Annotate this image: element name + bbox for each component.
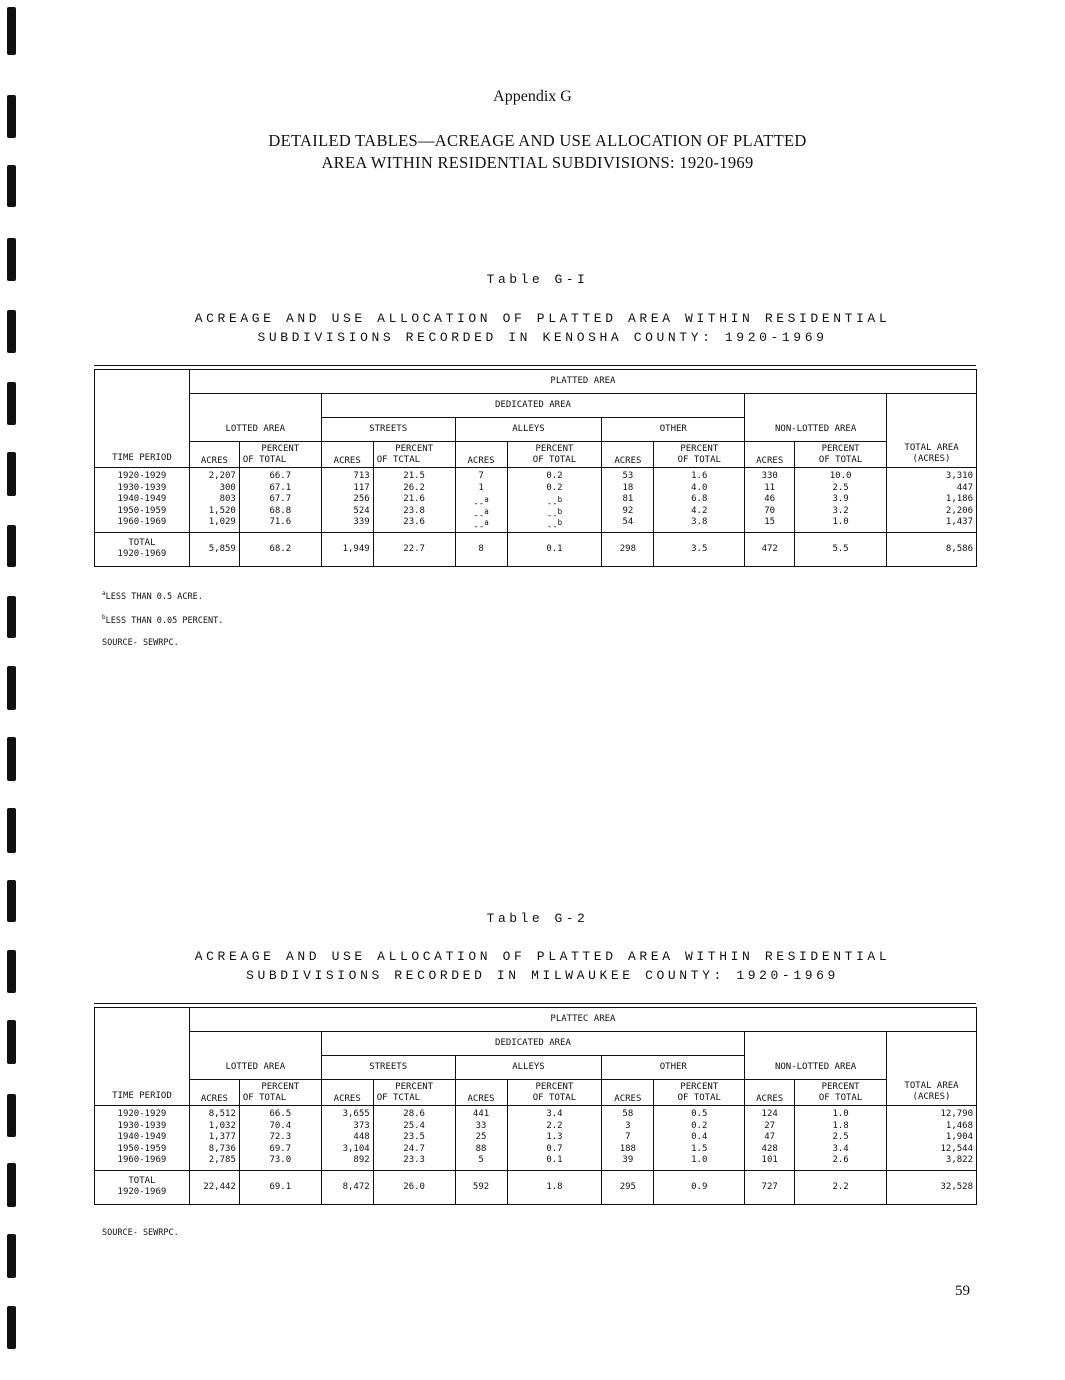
table-cell: 1.6 bbox=[691, 471, 708, 481]
table-cell: 2.2 bbox=[546, 1120, 563, 1131]
table2-data-block bbox=[95, 1106, 977, 1171]
table2-nonlotted-acres-cells bbox=[745, 1106, 795, 1171]
table-cell: 803 bbox=[219, 494, 236, 504]
table-cell: 3,310 bbox=[945, 471, 973, 481]
table2-time-period-header: TIME PERIOD bbox=[95, 1008, 190, 1106]
table1-other-header: OTHER bbox=[602, 418, 745, 442]
table2-grid bbox=[94, 1007, 977, 1205]
total-area-header-line2: (ACRES) bbox=[912, 454, 951, 465]
table1-source-note: SOURCE- SEWRPC. bbox=[102, 638, 179, 648]
footnote-a-mark: a bbox=[484, 518, 489, 527]
total-area-header-line1: TOTAL AREA bbox=[904, 443, 959, 454]
table-cell: 1940-1949 bbox=[117, 1132, 167, 1142]
table1-lotted-spacer bbox=[189, 394, 321, 418]
table-cell: 3.2 bbox=[832, 505, 849, 516]
table2-alleys-acres-cells bbox=[455, 1106, 507, 1171]
binder-hole-mark bbox=[7, 1306, 16, 1349]
table-cell: 28.6 bbox=[403, 1109, 425, 1119]
table-cell: 5.5 bbox=[795, 532, 887, 566]
table2-title-line1: ACREAGE AND USE ALLOCATION OF PLATTED AREA WITHIN RESIDENTIAL bbox=[194, 949, 891, 964]
table1-lotted-percent-cells bbox=[239, 468, 321, 533]
table1-streets-acres-header: ACRES bbox=[321, 442, 373, 468]
table-cell: 117 bbox=[353, 482, 370, 493]
table2-lotted-percent-cells bbox=[239, 1106, 321, 1171]
binder-hole-mark bbox=[7, 1020, 16, 1064]
table-cell: 3.8 bbox=[691, 517, 708, 527]
table-cell bbox=[511, 506, 599, 521]
table-cell: 1.0 bbox=[832, 1109, 849, 1119]
footnote-a-mark: a bbox=[102, 590, 106, 597]
table2-other-header: OTHER bbox=[602, 1056, 745, 1080]
table-cell: 101 bbox=[761, 1155, 778, 1165]
table2-source-note: SOURCE- SEWRPC. bbox=[102, 1228, 179, 1238]
table-cell: 1.8 bbox=[832, 1120, 849, 1131]
table2-streets-acres-cells bbox=[321, 1106, 373, 1171]
table1-title bbox=[0, 309, 1065, 347]
table-cell: 447 bbox=[956, 482, 973, 493]
table-cell: 1,029 bbox=[208, 517, 236, 527]
table-cell: 1 bbox=[478, 482, 484, 493]
table2-total-spacer bbox=[887, 1032, 977, 1080]
table2-nonlotted-percent-header bbox=[795, 1080, 887, 1106]
table2-lotted-spacer bbox=[189, 1032, 321, 1056]
table1-lotted-acres-header: ACRES bbox=[189, 442, 239, 468]
table-cell: 0.2 bbox=[546, 482, 563, 493]
table2-streets-percent-cells bbox=[373, 1106, 455, 1171]
table-cell: 1,949 bbox=[321, 532, 373, 566]
percent-header-line2: OF TCTAL bbox=[376, 454, 421, 465]
table-cell: 5,859 bbox=[189, 532, 239, 566]
table-cell: 1.8 bbox=[507, 1170, 602, 1204]
footnote-b-mark: b bbox=[557, 506, 563, 516]
table-cell: 3,104 bbox=[342, 1143, 370, 1154]
total-area-header-line2: (ACRES) bbox=[912, 1092, 951, 1103]
table2-other-acres-header: ACRES bbox=[602, 1080, 654, 1106]
table1-grid bbox=[94, 369, 977, 567]
table2-title bbox=[0, 947, 1065, 985]
table-cell: 25 bbox=[475, 1132, 487, 1142]
table-cell: 300 bbox=[219, 482, 236, 493]
table1-streets-percent-header bbox=[373, 442, 455, 468]
table1-nonlotted-acres-header: ACRES bbox=[745, 442, 795, 468]
table-cell bbox=[459, 517, 504, 532]
table-cell-value: -- bbox=[473, 499, 485, 509]
table1-total-area-header bbox=[887, 442, 977, 468]
table-cell bbox=[511, 517, 599, 532]
table1-other-percent-header bbox=[654, 442, 745, 468]
table-cell: 1.0 bbox=[691, 1155, 708, 1165]
table-cell: 11 bbox=[764, 482, 776, 493]
table-cell: 1,520 bbox=[208, 505, 236, 516]
footnote-b-mark: b bbox=[557, 495, 563, 504]
appendix-heading: Appendix G bbox=[493, 88, 572, 105]
percent-header-line1: PERCENT bbox=[535, 443, 574, 454]
table-cell-value: -- bbox=[546, 522, 558, 532]
table1-lotted-area-header: LOTTED AREA bbox=[189, 418, 321, 442]
table-cell: 88 bbox=[475, 1143, 487, 1154]
table-cell: 72.3 bbox=[269, 1132, 292, 1142]
table-cell: 92 bbox=[622, 505, 634, 516]
table1-total-label bbox=[95, 532, 190, 566]
table-cell: 1960-1969 bbox=[117, 1155, 167, 1165]
table-cell: 472 bbox=[745, 532, 795, 566]
table-cell: 2.5 bbox=[832, 1132, 849, 1142]
table1-footnote-b bbox=[102, 614, 223, 626]
percent-header-line1: PERCENT bbox=[680, 1081, 719, 1092]
table1-non-lotted-area-header: NON-LOTTED AREA bbox=[745, 418, 887, 442]
table-cell: 1940-1949 bbox=[117, 494, 167, 504]
table-cell bbox=[511, 494, 599, 509]
table2-streets-percent-header bbox=[373, 1080, 455, 1106]
table-cell: 1950-1959 bbox=[117, 1143, 167, 1154]
percent-header-line2: OF TOTAL bbox=[818, 1092, 863, 1103]
percent-header-line1: PERCENT bbox=[821, 443, 860, 454]
table-cell: 373 bbox=[353, 1120, 370, 1131]
table1-alleys-header: ALLEYS bbox=[455, 418, 602, 442]
table-cell: 18 bbox=[622, 482, 634, 493]
table-cell: 1920-1929 bbox=[117, 471, 167, 481]
table-cell: 6.8 bbox=[691, 494, 708, 504]
table-cell: 892 bbox=[353, 1155, 370, 1165]
table2-dedicated-area-header: DEDICATED AREA bbox=[321, 1032, 744, 1056]
table-cell: 71.6 bbox=[269, 517, 292, 527]
table-cell: 22.7 bbox=[373, 532, 455, 566]
table-cell: 68.8 bbox=[269, 505, 292, 516]
table1-streets-percent-cells bbox=[373, 468, 455, 533]
table-cell: 1,468 bbox=[945, 1120, 973, 1131]
binder-hole-mark bbox=[7, 596, 16, 638]
table2-other-acres-cells bbox=[602, 1106, 654, 1171]
table-cell: 2.5 bbox=[832, 482, 849, 493]
table-cell: 66.7 bbox=[269, 471, 292, 481]
table1-label: Table G-I bbox=[486, 272, 589, 287]
binder-hole-mark bbox=[7, 808, 16, 853]
table-cell: 23.5 bbox=[403, 1132, 425, 1142]
table2-label: Table G-2 bbox=[486, 911, 589, 926]
table-cell: 0.2 bbox=[691, 1120, 708, 1131]
percent-header-line2: OF TOTAL bbox=[242, 1092, 287, 1103]
percent-header-line1: PERCENT bbox=[535, 1081, 574, 1092]
table2-lotted-percent-header bbox=[239, 1080, 321, 1106]
binder-hole-mark bbox=[7, 1163, 16, 1207]
total-label-line1: TOTAL bbox=[128, 1176, 156, 1186]
table-cell: 1.5 bbox=[691, 1143, 708, 1154]
table-cell: 4.0 bbox=[691, 482, 708, 493]
table1-alleys-acres-header: ACRES bbox=[455, 442, 507, 468]
table-cell: 58 bbox=[622, 1109, 634, 1119]
table-cell: 1920-1929 bbox=[117, 1109, 167, 1119]
table-cell: 3,655 bbox=[342, 1109, 370, 1119]
table1-streets-acres-cells bbox=[321, 468, 373, 533]
table-cell: 24.7 bbox=[403, 1143, 425, 1154]
table2-lotted-acres-cells bbox=[189, 1106, 239, 1171]
table-cell: 1,377 bbox=[208, 1132, 236, 1142]
table-cell: 727 bbox=[745, 1170, 795, 1204]
total-area-header-line1: TOTAL AREA bbox=[904, 1081, 959, 1092]
table2-total-area-header bbox=[887, 1080, 977, 1106]
percent-header-line2: OF TOTAL bbox=[677, 454, 721, 465]
table1-title-line1: ACREAGE AND USE ALLOCATION OF PLATTED AREA WITHIN RESIDENTIAL bbox=[194, 311, 891, 326]
percent-header-line1: PERCENT bbox=[821, 1081, 860, 1092]
table-cell: 0.9 bbox=[654, 1170, 745, 1204]
table-cell: 1930-1939 bbox=[117, 1120, 167, 1131]
table2-title-line2: SUBDIVISIONS RECORDED IN MILWAUKEE COUNTY: 1920-1969 bbox=[246, 968, 839, 983]
table-cell: 8,512 bbox=[208, 1109, 236, 1119]
table-cell: 46 bbox=[764, 494, 776, 504]
total-label-line1: TOTAL bbox=[128, 538, 156, 548]
table-cell: 4.2 bbox=[691, 505, 708, 516]
table1-nonlotted-percent-header bbox=[795, 442, 887, 468]
table-cell: 1930-1939 bbox=[117, 482, 167, 493]
table-cell: 7 bbox=[478, 471, 484, 481]
table-cell: 12,544 bbox=[940, 1143, 973, 1154]
table2-alleys-acres-header: ACRES bbox=[455, 1080, 507, 1106]
footnote-a-mark: a bbox=[484, 495, 489, 504]
table-cell: 33 bbox=[475, 1120, 487, 1131]
binder-hole-mark bbox=[7, 525, 16, 567]
table-cell: 0.7 bbox=[546, 1143, 563, 1154]
footnote-b-mark: b bbox=[557, 518, 563, 527]
table1-other-acres-header: ACRES bbox=[602, 442, 654, 468]
table-cell: 2,207 bbox=[208, 471, 236, 481]
table2-non-lotted-area-header: NON-LOTTED AREA bbox=[745, 1056, 887, 1080]
table1-total-spacer bbox=[887, 394, 977, 442]
table-cell: 0.5 bbox=[691, 1109, 708, 1119]
table2-other-percent-header bbox=[654, 1080, 745, 1106]
table-cell: 3.5 bbox=[654, 532, 745, 566]
binder-hole-mark bbox=[7, 382, 16, 425]
table2-top-rule bbox=[94, 1003, 976, 1004]
table1-data-block bbox=[95, 468, 977, 533]
percent-header-line2: OF TOTAL bbox=[677, 1092, 721, 1103]
table2-lotted-area-header: LOTTED AREA bbox=[189, 1056, 321, 1080]
table-cell: 448 bbox=[353, 1132, 370, 1142]
table-cell: 2,206 bbox=[945, 505, 973, 516]
table-cell: 2.2 bbox=[795, 1170, 887, 1204]
table-cell: 441 bbox=[472, 1109, 490, 1119]
percent-header-line1: PERCENT bbox=[680, 443, 719, 454]
table-cell-value: -- bbox=[546, 510, 558, 521]
table1-alleys-acres-cells bbox=[455, 468, 507, 533]
table-cell: 3.4 bbox=[832, 1143, 849, 1154]
table2-alleys-percent-header bbox=[507, 1080, 602, 1106]
percent-header-line2: OF TOTAL bbox=[818, 454, 863, 465]
table-cell: 39 bbox=[622, 1155, 634, 1165]
footnote-b-text: LESS THAN 0.05 PERCENT. bbox=[105, 615, 224, 626]
footnote-a-mark: a bbox=[484, 506, 489, 516]
table1-dedicated-area-header: DEDICATED AREA bbox=[321, 394, 744, 418]
table-cell-value: -- bbox=[473, 522, 485, 532]
table1-footnote-a bbox=[102, 590, 203, 602]
table-cell: 124 bbox=[761, 1109, 778, 1119]
table-cell: 68.2 bbox=[239, 532, 321, 566]
table-cell: 2,785 bbox=[208, 1155, 236, 1165]
table-cell: 295 bbox=[602, 1170, 654, 1204]
total-label-line2: 1920-1969 bbox=[117, 549, 167, 559]
table-cell: 69.1 bbox=[239, 1170, 321, 1204]
table1-lotted-acres-cells bbox=[189, 468, 239, 533]
table-cell: 73.0 bbox=[269, 1155, 292, 1165]
table-cell: 188 bbox=[619, 1143, 636, 1154]
table-cell: 0.1 bbox=[507, 532, 602, 566]
table-cell: 67.1 bbox=[269, 482, 292, 493]
table-cell: 5 bbox=[478, 1155, 484, 1165]
binder-hole-mark bbox=[7, 1234, 16, 1278]
table1-platted-area-header: PLATTED AREA bbox=[189, 370, 976, 394]
table1-nonlotted-spacer bbox=[745, 394, 887, 418]
document-title-line2: AREA WITHIN RESIDENTIAL SUBDIVISIONS: 1920-1969 bbox=[321, 153, 754, 172]
table-cell: 32,528 bbox=[887, 1170, 977, 1204]
table2-lotted-acres-header: ACRES bbox=[189, 1080, 239, 1106]
table1-streets-header: STREETS bbox=[321, 418, 455, 442]
binder-hole-mark bbox=[7, 452, 16, 496]
table-cell: 26.0 bbox=[373, 1170, 455, 1204]
table-cell: 1,186 bbox=[945, 494, 973, 504]
table-cell: 256 bbox=[353, 494, 370, 504]
table1-nonlotted-percent-cells bbox=[795, 468, 887, 533]
table-cell-value: -- bbox=[473, 510, 485, 521]
table2-streets-acres-header: ACRES bbox=[321, 1080, 373, 1106]
table-cell: 298 bbox=[602, 532, 654, 566]
table2-streets-header: STREETS bbox=[321, 1056, 455, 1080]
table1-title-line2: SUBDIVISIONS RECORDED IN KENOSHA COUNTY: 1920-1969 bbox=[257, 330, 828, 345]
table1-nonlotted-acres-cells bbox=[745, 468, 795, 533]
table1-top-rule bbox=[94, 365, 976, 366]
table2-nonlotted-acres-header: ACRES bbox=[745, 1080, 795, 1106]
table2-total-label bbox=[95, 1170, 190, 1204]
table-cell: 67.7 bbox=[269, 494, 292, 504]
table2-platted-area-header: PLATTEC AREA bbox=[189, 1008, 976, 1032]
table-cell: 7 bbox=[625, 1132, 631, 1142]
footnote-a-text: LESS THAN 0.5 ACRE. bbox=[105, 591, 203, 602]
table-cell: 21.6 bbox=[403, 494, 425, 504]
table-cell-value: -- bbox=[546, 499, 558, 509]
page-number: 59 bbox=[955, 1283, 970, 1299]
document-title bbox=[0, 130, 1065, 174]
table-cell: 15 bbox=[764, 517, 776, 527]
table-cell: 81 bbox=[622, 494, 634, 504]
table-cell: 1,437 bbox=[945, 517, 973, 527]
table-cell: 10.0 bbox=[829, 471, 852, 481]
table-cell: 524 bbox=[353, 505, 370, 516]
document-title-line1: DETAILED TABLES—ACREAGE AND USE ALLOCATION OF PLATTED bbox=[268, 131, 807, 150]
table-cell: 0.1 bbox=[546, 1155, 563, 1165]
table-cell: 1960-1969 bbox=[117, 517, 167, 527]
table1-period-cells bbox=[95, 468, 190, 533]
table-cell: 2.6 bbox=[832, 1155, 849, 1165]
binder-hole-mark bbox=[7, 666, 16, 710]
table-cell: 428 bbox=[761, 1143, 778, 1154]
table2-alleys-header: ALLEYS bbox=[455, 1056, 602, 1080]
table-cell: 3 bbox=[625, 1120, 631, 1131]
table-cell: 330 bbox=[761, 471, 778, 481]
table1-total-area-cells bbox=[887, 468, 977, 533]
table2-other-percent-cells bbox=[654, 1106, 745, 1171]
table-cell: 3.9 bbox=[832, 494, 849, 504]
percent-header-line2: OF TOTAL bbox=[532, 454, 577, 465]
table-cell: 70 bbox=[764, 505, 776, 516]
table-cell: 27 bbox=[764, 1120, 776, 1131]
percent-header-line2: OF TCTAL bbox=[376, 1092, 421, 1103]
binder-hole-mark bbox=[7, 1094, 16, 1137]
table-cell: 23.8 bbox=[403, 505, 425, 516]
table-cell: 1,904 bbox=[945, 1132, 973, 1142]
table-cell: 23.3 bbox=[403, 1155, 425, 1165]
percent-header-line1: PERCENT bbox=[261, 443, 300, 454]
table-cell: 0.4 bbox=[691, 1132, 708, 1142]
table-cell: 26.2 bbox=[403, 482, 425, 493]
table-cell: 8,586 bbox=[887, 532, 977, 566]
percent-header-line1: PERCENT bbox=[395, 1081, 434, 1092]
table-cell: 713 bbox=[353, 471, 370, 481]
table1-total-row bbox=[95, 532, 977, 566]
table-cell bbox=[459, 494, 504, 509]
percent-header-line1: PERCENT bbox=[261, 1081, 300, 1092]
table-cell: 592 bbox=[455, 1170, 507, 1204]
table-cell: 3.4 bbox=[546, 1109, 563, 1119]
table-cell: 1950-1959 bbox=[117, 505, 167, 516]
footnote-b-mark: b bbox=[102, 614, 106, 621]
table-cell: 69.7 bbox=[269, 1143, 292, 1154]
table-cell: 1.3 bbox=[546, 1132, 563, 1142]
percent-header-line1: PERCENT bbox=[395, 443, 434, 454]
table2-nonlotted-percent-cells bbox=[795, 1106, 887, 1171]
percent-header-line2: OF TOTAL bbox=[242, 454, 287, 465]
table2-total-row bbox=[95, 1170, 977, 1204]
percent-header-line2: OF TOTAL bbox=[532, 1092, 577, 1103]
table-cell bbox=[459, 506, 504, 521]
table2-alleys-percent-cells bbox=[507, 1106, 602, 1171]
table1-other-acres-cells bbox=[602, 468, 654, 533]
table-cell: 3,822 bbox=[945, 1155, 973, 1165]
binder-hole-mark bbox=[7, 7, 16, 55]
table-cell: 70.4 bbox=[269, 1120, 292, 1131]
table1-lotted-percent-header bbox=[239, 442, 321, 468]
table1-time-period-header: TIME PERIOD bbox=[95, 370, 190, 468]
table-cell: 8,472 bbox=[321, 1170, 373, 1204]
total-label-line2: 1920-1969 bbox=[117, 1187, 167, 1197]
table-cell: 21.5 bbox=[403, 471, 425, 481]
table-cell: 12,790 bbox=[940, 1109, 973, 1119]
table-cell: 25.4 bbox=[403, 1120, 425, 1131]
table-cell: 1,032 bbox=[208, 1120, 236, 1131]
table2-period-cells bbox=[95, 1106, 190, 1171]
table-cell: 54 bbox=[622, 517, 634, 527]
table-cell: 53 bbox=[622, 471, 634, 481]
binder-hole-mark bbox=[7, 737, 16, 781]
table-cell: 8,736 bbox=[208, 1143, 236, 1154]
table-cell: 0.2 bbox=[546, 471, 563, 481]
table-cell: 23.6 bbox=[403, 517, 425, 527]
table-cell: 339 bbox=[353, 517, 370, 527]
table1-alleys-percent-cells bbox=[507, 468, 602, 533]
table-cell: 1.0 bbox=[832, 517, 849, 527]
table-cell: 22,442 bbox=[189, 1170, 239, 1204]
table-cell: 8 bbox=[455, 532, 507, 566]
table2-total-area-cells bbox=[887, 1106, 977, 1171]
table1-alleys-percent-header bbox=[507, 442, 602, 468]
table2-nonlotted-spacer bbox=[745, 1032, 887, 1056]
table1-other-percent-cells bbox=[654, 468, 745, 533]
table-cell: 47 bbox=[764, 1132, 776, 1142]
table-cell: 66.5 bbox=[269, 1109, 292, 1119]
